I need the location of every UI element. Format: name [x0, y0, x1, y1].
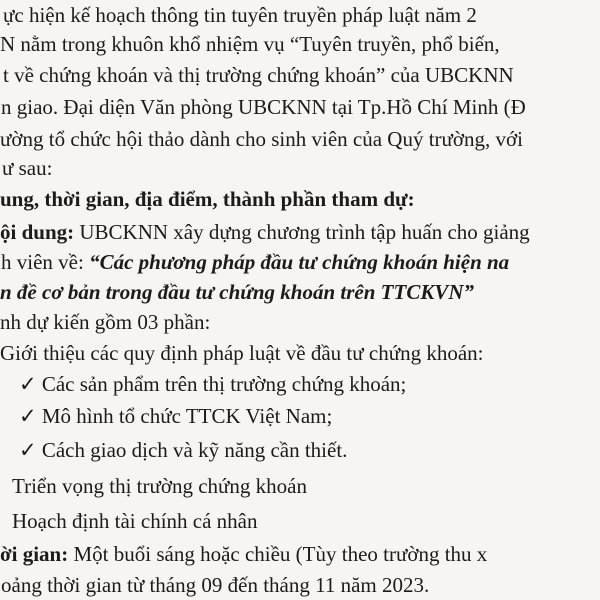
- time-line: [0, 541, 487, 567]
- content-line: [0, 219, 530, 245]
- content-line2-prefix: h viên về:: [1, 250, 90, 274]
- checklist-item-1: ✓ Các sản phẩm trên thị trường chứng khoán;: [19, 372, 407, 396]
- section-heading: ung, thời gian, địa điểm, thành phần tham dự:: [0, 187, 415, 211]
- content-line-2: [1, 249, 509, 275]
- checklist-item-2: ✓ Mô hình tổ chức TTCK Việt Nam;: [19, 404, 333, 428]
- part-3: Hoạch định tài chính cá nhân: [12, 509, 258, 533]
- content-text: UBCKNN xây dựng chương trình tập huấn cho giảng: [74, 220, 530, 244]
- paragraph-line-4: n giao. Đại diện Văn phòng UBCKNN tại Tp.Hồ Chí Minh (Đ: [1, 95, 526, 119]
- paragraph-line-1: ực hiện kế hoạch thông tin tuyên truyền pháp luật năm 2: [3, 3, 477, 27]
- part-1: Giới thiệu các quy định pháp luật về đầu tư chứng khoán:: [0, 341, 484, 365]
- time-line-2: oảng thời gian từ tháng 09 đến tháng 11 năm 2023.: [1, 573, 430, 597]
- content-label: ội dung:: [0, 220, 75, 244]
- program-title-part-2: n đề cơ bản trong đầu tư chứng khoán trên TTCKVN”: [0, 280, 475, 304]
- paragraph-line-2: N nằm trong khuôn khổ nhiệm vụ “Tuyên truyền, phổ biến,: [0, 32, 500, 56]
- paragraph-line-6: ư sau:: [2, 156, 53, 180]
- time-label: ời gian:: [0, 542, 69, 566]
- part-2: Triển vọng thị trường chứng khoán: [12, 474, 307, 498]
- content-line-4: nh dự kiến gồm 03 phần:: [0, 310, 211, 334]
- time-text: Một buổi sáng hoặc chiều (Tùy theo trường thu x: [68, 542, 488, 566]
- program-title-part-1: “Các phương pháp đầu tư chứng khoán hiện na: [89, 250, 510, 274]
- checklist-item-3: ✓ Cách giao dịch và kỹ năng cần thiết.: [19, 438, 348, 462]
- paragraph-line-3: t về chứng khoán và thị trường chứng khoán” của UBCKNN: [3, 63, 514, 87]
- paragraph-line-5: ường tổ chức hội thảo dành cho sinh viên của Quý trường, với: [0, 127, 523, 151]
